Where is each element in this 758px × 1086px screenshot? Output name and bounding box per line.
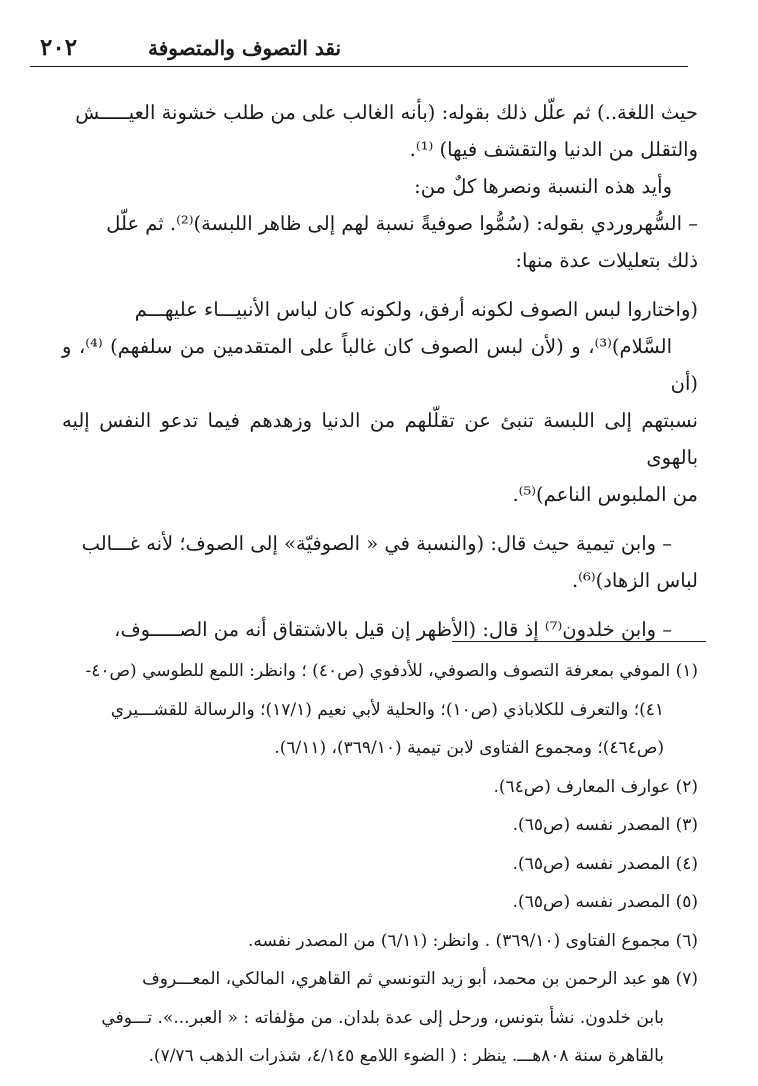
body-line: حيث اللغة..) ثم علّل ذلك بقوله: (بأنه الغالب على من طلب خشونة العيـــــش [75,101,698,124]
footnotes [58,652,698,1076]
footnote-line: (٣) المصدر نفسه (ص٦٥). [512,815,698,835]
footnote-line: (ص٤٦٤)؛ ومجموع الفتاوى لابن تيمية (٣٦٩/١٠)، (٦/١١). [274,738,664,758]
body-line: ذلك بتعليلات عدة منها: [515,249,698,272]
body-line: (واختاروا لبس الصوف لكونه أرفق، ولكونه كان لباس الأنبيـــاء عليهـــم [134,298,698,321]
footnote-line: بابن خلدون. نشأ بتونس، ورحل إلى عدة بلدان. من مؤلفاته : « العبر...». تـــوفي [101,1007,664,1028]
footnote-line: (٧) هو عبد الرحمن بن محمد، أبو زيد التونسي ثم القاهري، المالكي، المعـــروف [142,969,698,989]
body-line: – وابن تيمية حيث قال: (والنسبة في « الصوفيّة» إلى الصوف؛ لأنه غـــالب [81,532,672,555]
footnote-line: ٤١)؛ والتعرف للكلاباذي (ص١٠)؛ والحلية لأبي نعيم (١٧/١)؛ والرسالة للقشـــيري [110,699,664,720]
footnote-line: (١) الموفي بمعرفة التصوف والصوفي، للأدفوي (ص٤٠) ؛ وانظر: اللمع للطوسي (ص٤٠- [85,661,698,681]
body-line: من الملبوس الناعم)⁽⁵⁾. [512,483,698,506]
body-line: وأيد هذه النسبة ونصرها كلٌ من: [414,175,672,198]
body-line: – السُّهروردي بقوله: (سُمُّوا صوفيةً نسبة لهم إلى ظاهر اللبسة)⁽²⁾. ثم علّل [106,212,698,235]
footnote-line: بالقاهرة سنة ٨٠٨هـــ. ينظر : ( الضوء اللامع ٤/١٤٥، شذرات الذهب ٧/٧٦). [148,1046,664,1066]
body-line: – وابن خلدون⁽⁷⁾ إذ قال: (الأظهر إن قيل بالاشتقاق أنه من الصـــــوف، [114,618,672,641]
body-line: والتقلل من الدنيا والتقشف فيها) ⁽¹⁾. [409,138,698,161]
page-number: ٢٠٢ [40,34,78,61]
body-line: السَّلام)⁽³⁾، و (لأن لبس الصوف كان غالباً على المتقدمين من سلفهم) ⁽⁴⁾، و (أن [62,335,698,395]
footnote-line: (٢) عوارف المعارف (ص٦٤). [493,776,698,797]
footnote-line: (٦) مجموع الفتاوى (٣٦٩/١٠) . وانظر: (٦/١١) من المصدر نفسه. [247,930,698,951]
body-line: نسبتهم إلى اللبسة تنبئ عن تقلّلهم من الدنيا وزهدهم فيما تدعو النفس إليه بالهوى [62,409,698,469]
body-line: لباس الزهاد)⁽⁶⁾. [571,569,698,592]
main-text [62,94,698,648]
footnote-line: (٤) المصدر نفسه (ص٦٥). [512,853,698,874]
running-title: نقد التصوف والمتصوفة [142,36,347,60]
footnote-line: (٥) المصدر نفسه (ص٦٥). [512,892,698,912]
page-header [30,26,688,67]
footnote-separator [452,641,706,642]
